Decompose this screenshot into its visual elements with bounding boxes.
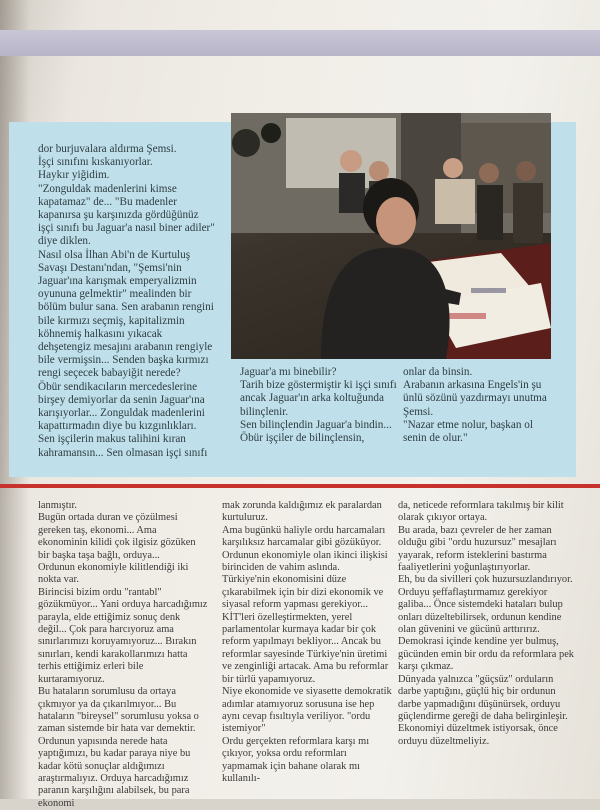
article-column-3: [398, 500, 576, 748]
paragraph: Ordunun ekonomiyle kilitlendiği iki nokta var.: [38, 562, 189, 586]
paragraph: Nasıl olsa İlhan Abi'n de Kurtuluş Savaşı Destanı'ndan, "Şemsi'nin Jaguar'ına karışmak emperyalizmin oyununa gelmektir" mealinden bir bölüm bulur sana. Sen arabanın rengini bile kırmızı seçmiş, kapitalizmin köhnemiş halkasını yıkacak dehşetengiz mesajını arabanın rengiyle bile vermişsin... Senden başka kırmızı rengi seçecek babayiğit nerede?: [38, 248, 214, 380]
paragraph: Dünyada yalnızca "güçsüz" orduların darbe yaptığını, güçlü hiç bir ordunun darbe yapmadığını düşünürsek, orduyu güçlendirme gereği de daha belirginleşir.: [398, 673, 568, 722]
box-column-3: [403, 366, 551, 445]
article-column-1: [38, 500, 208, 810]
paragraph: Ordu gerçekten reformlara karşı mı çıkıyor, yoksa ordu reformları yapmamak için bahane olarak mı kullanılı-: [222, 735, 370, 784]
paragraph: Haykır yiğidim.: [38, 169, 110, 182]
paragraph: Arabanın arkasına Engels'in şu ünlü sözünü yazdırmayı unutma Şemsi.: [403, 379, 547, 418]
paragraph: Orduyu şeffaflaştırmamız gerekiyor galiba... Önce sistemdeki hataları bulup onları düzeltebilirsek, ordunun kendine olan güvenini ve gücünü arttırırız. Demokrasi içinde kendine yer bulmuş, gücünden emin bir ordu da reformlara pek karşı çıkmaz.: [398, 586, 574, 673]
paragraph: Sen bilinçlendin Jaguar'a bindin... Öbür işçiler de bilinçlensin,: [240, 418, 392, 445]
paragraph: Jaguar'a mı binebilir?: [240, 366, 337, 378]
red-divider-rule: [0, 484, 600, 488]
paragraph: Bu arada, bazı çevreler de her zaman olduğu gibi "ordu huzursuz" mesajları yayarak, reform isteklerini bastırma faaliyetlerini yoğunlaştırıyorlar.: [398, 524, 557, 574]
paragraph: Birincisi bizim ordu "rantabl" gözükmüyor... Yani orduya harcadığımız parayla, elde ettiğimiz sonuç denk değil... Çok para harcıyoruz ama sınırlarımızı koruyamıyoruz... Bırakın sınırları, kendi karakollarımızı hatta terhis ettiğimiz erleri bile kurtaramıyoruz.: [38, 586, 208, 685]
press-conference-photo: [231, 113, 551, 359]
paragraph: Bugün ortada duran ve çözülmesi gereken taş, ekonomi... Ama ekonominin kilidi çok ilgisiz gözüken bir başka taşa bağlı, orduya...: [38, 512, 196, 561]
paragraph: Ordunun yapısında nerede hata yaptığımızı, bu kadar paraya niye bu kadar kötü sonuçlar aldığımızı araştırmalıyız. Orduya harcadığımız paranın karşılığını alabilsek, bu para ekonomi: [38, 735, 191, 809]
paragraph: mak zorunda kaldığımız ek paralardan kurtuluruz.: [222, 500, 382, 524]
paragraph: Niye ekonomide ve siyasette demokratik adımlar atamıyoruz sorusuna ise hep aynı cevap fısıltıyla veriliyor. "ordu istemiyor": [222, 686, 392, 735]
paragraph: Tarih bize göstermiştir ki işçi sınıfı ancak Jaguar'ın arka koltuğunda bilinçlenir.: [240, 379, 397, 418]
paragraph: Ama bugünkü haliyle ordu harcamaları karşılıksız harcamalar gibi gözüküyor. Ordunun ekonomiyle olan ikinci ilişkisi birinciden de vahim aslında.: [222, 524, 388, 574]
paragraph: "Zonguldak madenlerini kimse kapatamaz" de... "Bu madenler kapanırsa şu karşınızda gördüğünüz işçi sınıfı bu Jaguar'a nasıl biner adiler" diye diklen.: [38, 182, 215, 248]
paragraph: "Nazar etme nolur, başkan ol senin de olur.": [403, 418, 533, 445]
paragraph: Öbür sendikacıların mercedeslerine birşey demiyorlar da senin Jaguar'ına karışıyorlar... Zonguldak madenlerini kapattırmadın diye bu kızgınlıkları.: [38, 380, 205, 433]
box-column-1: [38, 143, 216, 460]
photo-illustration: [231, 113, 551, 359]
paragraph: İşçi sınıfını kıskanıyorlar.: [38, 156, 153, 169]
article-column-2: [222, 500, 392, 785]
paragraph: onlar da binsin.: [403, 366, 473, 378]
paragraph: dor burjuvalara aldırma Şemsi.: [38, 143, 177, 155]
paragraph: Sen işçilerin makus talihini kıran kahramansın... Sen olmasan işçi sınıfı: [38, 433, 208, 459]
paragraph: Türkiye'nin ekonomisini düze çıkarabilmek için bir dizi ekonomik ve siyasal reform yapması gerekiyor... KİT'leri özelleştirmekten, yerel parlamentolar kurmaya kadar bir çok reform yapılmayı bekliyor... Ancak bu reformlar sayesinde Türkiye'nin üretimi ve zenginliği artacak. Ama bu reformlar bir türlü yapamıyoruz.: [222, 574, 389, 685]
top-color-band: [0, 30, 600, 56]
box-column-2: [240, 366, 400, 445]
paragraph: Ekonomiyi düzeltmek istiyorsak, önce orduyu düzeltmeliyiz.: [398, 723, 558, 747]
paragraph: Eh, bu da sivilleri çok huzursuzlandırıyor.: [398, 574, 573, 586]
paragraph: Bu hataların sorumlusu da ortaya çıkmıyor ya da çıkarılmıyor... Bu hataların "bireysel" sorumlusu yoksa o zaman sistemde bir hata var demektir.: [38, 686, 199, 735]
paragraph: da, neticede reformlara takılmış bir kilit olarak çıkıyor ortaya.: [398, 500, 564, 524]
paragraph: lanmıştır.: [38, 500, 77, 511]
